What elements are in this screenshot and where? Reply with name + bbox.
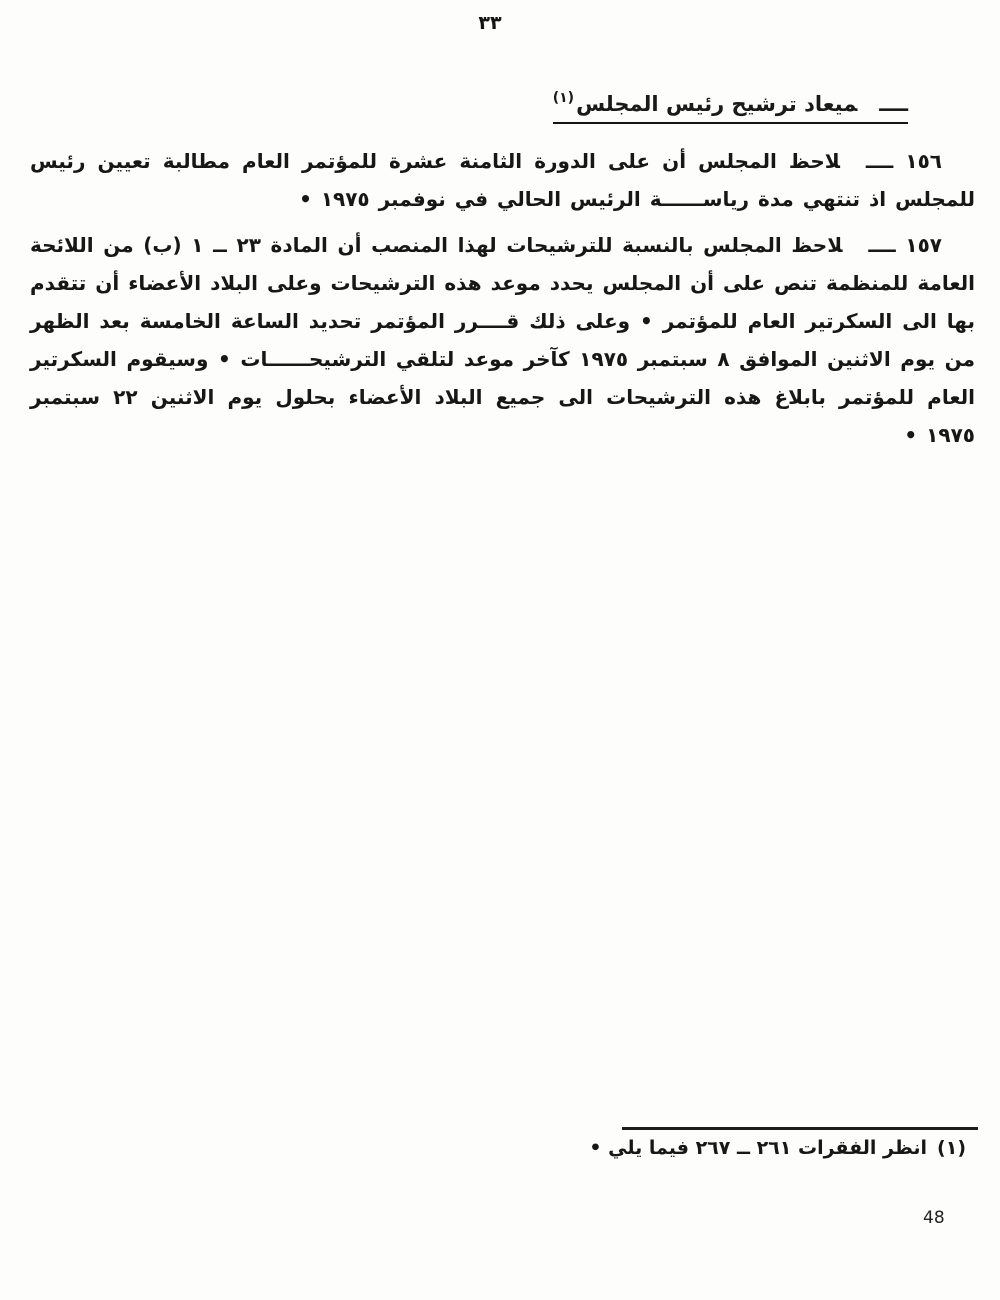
footnote-text: انظر الفقرات ٢٦١ ــ ٢٦٧ فيما يلي •	[589, 1137, 928, 1159]
footnote	[589, 1137, 966, 1159]
page-number-bottom: 48	[923, 1208, 945, 1228]
paragraph-157-text: لاحظ المجلس بالنسبة للترشيحات لهذا المنصب أن المادة ٢٣ ــ ١ (ب) من اللائحة العامة للمنظمة تنص على أن المجلس يحدد موعد هذه الترشيحات وعلى البلاد الأعضاء أن تتقدم بها الى السكرتير العام للمؤتمر • وعلى ذلك قــــرر المؤتمر تحديد الساعة الخامسة بعد الظهر من يوم الاثنين الموافق ٨ سبتمبر ١٩٧٥ كآخر موعد لتلقي الترشيحــــــات • وسيقوم السكرتير العام للمؤتمر بابلاغ هذه الترشيحات الى جميع البلاد الأعضاء بحلول يوم الاثنين ٢٢ سبتمبر ١٩٧٥ •	[30, 233, 975, 447]
paragraph-157-number: ١٥٧ ــــ	[868, 233, 942, 257]
heading-underline	[553, 90, 908, 124]
footnote-separator-line	[622, 1127, 978, 1130]
paragraph-156-number: ١٥٦ ــــ	[865, 149, 942, 173]
footnote-reference-superscript: (١)	[552, 90, 575, 106]
page-number-top: ٣٣	[478, 12, 502, 34]
paragraph-156	[30, 142, 975, 218]
paragraph-157	[30, 226, 975, 454]
heading-title: ميعاد ترشيح رئيس المجلس	[576, 92, 858, 116]
section-heading	[553, 90, 908, 124]
footnote-marker: (١)	[937, 1137, 966, 1159]
heading-dash: ــــ	[879, 92, 908, 116]
paragraph-156-text: لاحظ المجلس أن على الدورة الثامنة عشرة للمؤتمر العام مطالبة تعيين رئيس للمجلس اذ تنتهي مدة رياســــــة الرئيس الحالي في نوفمبر ١٩٧٥ •	[30, 149, 975, 211]
